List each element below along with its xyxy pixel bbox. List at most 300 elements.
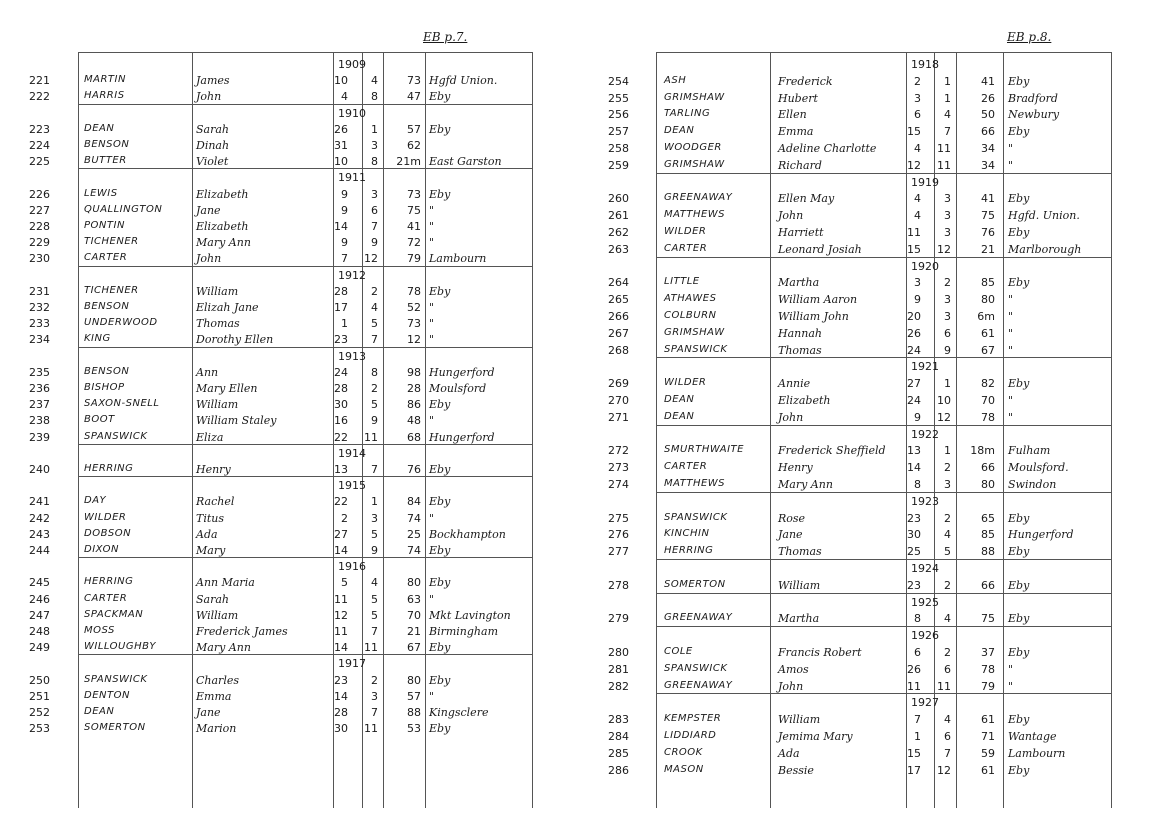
- burial-day: 3: [914, 91, 921, 105]
- age: 41: [407, 220, 421, 233]
- place-of-abode: Eby: [429, 544, 451, 557]
- year-label: 1912: [338, 268, 366, 282]
- burial-month: 7: [371, 220, 378, 233]
- place-of-abode: Hgfd Union.: [429, 74, 498, 88]
- entry-number: 279: [608, 612, 629, 626]
- burial-month: 3: [371, 139, 378, 152]
- burial-month: 12: [937, 410, 951, 424]
- age: 73: [407, 187, 421, 201]
- burial-day: 11: [334, 625, 348, 638]
- forename: Frederick Sheffield: [778, 444, 886, 458]
- age: 26: [981, 91, 995, 105]
- age: 66: [981, 125, 995, 139]
- year-label: 1917: [338, 657, 366, 671]
- place-of-abode: ": [1008, 326, 1014, 340]
- burial-month: 5: [371, 608, 378, 622]
- burial-day: 27: [907, 377, 921, 391]
- year-label: 1925: [911, 595, 939, 609]
- table-row: [584, 342, 1169, 358]
- forename: Emma: [196, 689, 232, 703]
- age: 41: [981, 74, 995, 88]
- place-of-abode: Swindon: [1008, 478, 1057, 491]
- surname: WILLOUGHBY: [84, 641, 156, 653]
- forename: Ellen May: [778, 192, 835, 206]
- surname: BUTTER: [84, 155, 127, 167]
- table-row: [584, 308, 1169, 324]
- age: 84: [407, 495, 421, 509]
- year-heading: [0, 267, 584, 283]
- surname: DEAN: [84, 706, 115, 717]
- place-of-abode: Marlborough: [1008, 242, 1082, 256]
- place-of-abode: Eby: [429, 641, 451, 655]
- table-top-rule: [656, 52, 1111, 53]
- table-row: [584, 409, 1169, 425]
- surname: CROOK: [664, 746, 703, 758]
- forename: Elizabeth: [196, 187, 249, 201]
- age: 28: [407, 382, 421, 395]
- age: 76: [407, 463, 421, 476]
- burial-day: 17: [907, 763, 921, 777]
- surname: MARTIN: [84, 74, 126, 86]
- age: 70: [407, 608, 421, 622]
- burial-month: 12: [937, 242, 951, 256]
- place-of-abode: Eby: [429, 398, 451, 412]
- burial-month: 12: [937, 763, 951, 777]
- burial-day: 17: [334, 301, 348, 314]
- burial-month: 11: [364, 722, 378, 736]
- burial-month: 11: [937, 142, 951, 155]
- table-row: [584, 207, 1169, 223]
- entry-number: 239: [29, 430, 50, 444]
- entry-number: 263: [608, 242, 629, 256]
- entry-number: 246: [29, 592, 50, 606]
- year-heading: [0, 105, 584, 121]
- surname: COLBURN: [664, 310, 717, 321]
- entry-number: 252: [29, 706, 50, 719]
- table-row: [584, 510, 1169, 526]
- burial-day: 16: [334, 414, 348, 428]
- surname: ATHAWES: [664, 293, 717, 305]
- place-of-abode: ": [1008, 293, 1014, 307]
- burial-month: 4: [371, 301, 378, 314]
- burial-month: 12: [364, 252, 378, 266]
- forename: James: [196, 74, 230, 88]
- table-row: [0, 542, 584, 558]
- surname: GRIMSHAW: [664, 158, 725, 170]
- forename: Hannah: [778, 326, 822, 340]
- surname: SOMERTON: [84, 722, 146, 734]
- table-row: [584, 678, 1169, 694]
- age: 74: [407, 511, 421, 525]
- forename: Frederick: [778, 74, 833, 88]
- forename: John: [196, 252, 222, 266]
- table-row: [584, 325, 1169, 341]
- entry-number: 247: [29, 608, 50, 622]
- surname: SPANSWICK: [664, 662, 728, 674]
- table-row: [0, 526, 584, 542]
- entry-number: 249: [29, 641, 50, 655]
- table-row: [0, 234, 584, 250]
- forename: John: [778, 679, 804, 693]
- forename: Jemima Mary: [778, 730, 853, 743]
- surname: COLE: [664, 646, 693, 657]
- burial-day: 23: [907, 511, 921, 525]
- burial-day: 28: [334, 382, 348, 395]
- surname: HERRING: [84, 576, 134, 588]
- burial-day: 9: [341, 236, 348, 250]
- surname: LIDDIARD: [664, 730, 717, 741]
- surname: HARRIS: [84, 90, 125, 102]
- forename: Henry: [196, 463, 231, 476]
- place-of-abode: Eby: [1008, 545, 1030, 559]
- burial-day: 9: [914, 293, 921, 307]
- burial-day: 30: [334, 722, 348, 736]
- age: 75: [407, 203, 421, 217]
- entry-number: 231: [29, 284, 50, 298]
- forename: Ellen: [778, 108, 807, 122]
- burial-month: 2: [371, 382, 378, 395]
- burial-day: 9: [341, 187, 348, 201]
- age: 75: [981, 209, 995, 223]
- burial-month: 4: [371, 74, 378, 88]
- burial-day: 22: [334, 495, 348, 509]
- table-row: [584, 224, 1169, 240]
- surname: QUALLINGTON: [84, 203, 163, 215]
- table-top-rule: [78, 52, 532, 53]
- forename: Richard: [778, 158, 822, 172]
- surname: SPACKMAN: [84, 608, 144, 620]
- table-row: [0, 218, 584, 234]
- place-of-abode: ": [1008, 310, 1014, 323]
- table-row: [584, 543, 1169, 559]
- age: 71: [981, 730, 995, 743]
- entry-number: 271: [608, 410, 629, 424]
- table-row: [584, 140, 1169, 156]
- burial-month: 2: [944, 646, 951, 659]
- entry-number: 235: [29, 365, 50, 379]
- age: 53: [407, 722, 421, 736]
- burial-day: 6: [914, 646, 921, 659]
- year-heading: [0, 477, 584, 493]
- place-of-abode: Eby: [429, 463, 451, 476]
- age: 85: [981, 276, 995, 290]
- year-label: 1926: [911, 629, 939, 643]
- place-of-abode: ": [429, 301, 435, 314]
- table-row: [0, 591, 584, 607]
- place-of-abode: Eby: [429, 187, 451, 201]
- table-row: [584, 190, 1169, 206]
- burial-month: 7: [944, 125, 951, 139]
- age: 80: [981, 293, 995, 307]
- burial-day: 4: [914, 192, 921, 206]
- burial-month: 7: [371, 333, 378, 347]
- table-row: [584, 711, 1169, 727]
- surname: TICHENER: [84, 236, 139, 248]
- burial-month: 8: [371, 90, 378, 104]
- surname: CARTER: [664, 461, 708, 473]
- place-of-abode: Eby: [1008, 377, 1030, 391]
- forename: Dinah: [196, 139, 230, 152]
- forename: Martha: [778, 276, 820, 290]
- table-row: [0, 299, 584, 315]
- table-row: [0, 704, 584, 720]
- age: 48: [407, 414, 421, 428]
- entry-number: 230: [29, 252, 50, 266]
- burial-month: 3: [371, 511, 378, 525]
- table-row: [584, 577, 1169, 593]
- place-of-abode: Hgfd. Union.: [1008, 209, 1080, 223]
- burial-day: 15: [907, 125, 921, 139]
- burial-month: 11: [937, 679, 951, 693]
- forename: William: [778, 578, 821, 592]
- burial-day: 11: [907, 679, 921, 693]
- age: 57: [407, 122, 421, 136]
- burial-day: 23: [334, 673, 348, 687]
- surname: PONTIN: [84, 220, 125, 231]
- surname: LITTLE: [664, 276, 700, 288]
- burial-day: 13: [907, 444, 921, 458]
- burial-day: 11: [907, 226, 921, 239]
- age: 47: [407, 90, 421, 104]
- burial-day: 1: [914, 730, 921, 743]
- burial-day: 14: [334, 689, 348, 703]
- surname: SPANSWICK: [664, 343, 728, 355]
- burial-month: 11: [937, 158, 951, 172]
- forename: William Staley: [196, 414, 277, 428]
- year-label: 1910: [338, 106, 366, 120]
- burial-month: 5: [944, 545, 951, 559]
- table-row: [584, 644, 1169, 660]
- entry-number: 224: [29, 139, 50, 152]
- age: 98: [407, 365, 421, 379]
- burial-month: 3: [371, 689, 378, 703]
- age: 65: [981, 511, 995, 525]
- burial-month: 2: [944, 511, 951, 525]
- forename: Marion: [196, 722, 237, 736]
- surname: CARTER: [84, 592, 128, 604]
- entry-number: 267: [608, 326, 629, 340]
- forename: Rose: [778, 511, 806, 525]
- place-of-abode: Moulsford: [429, 382, 487, 395]
- year-label: 1923: [911, 494, 939, 508]
- burial-month: 3: [944, 192, 951, 206]
- entry-number: 225: [29, 155, 50, 169]
- year-label: 1920: [911, 259, 939, 273]
- forename: Leonard Josiah: [778, 242, 862, 256]
- age: 80: [407, 673, 421, 687]
- place-of-abode: Eby: [429, 284, 451, 298]
- age: 86: [407, 398, 421, 412]
- table-row: [0, 429, 584, 445]
- age: 52: [407, 301, 421, 314]
- burial-day: 30: [334, 398, 348, 412]
- year-label: 1913: [338, 349, 366, 363]
- burial-month: 3: [371, 187, 378, 201]
- forename: Sarah: [196, 122, 229, 136]
- entry-number: 272: [608, 444, 629, 458]
- burial-day: 28: [334, 284, 348, 298]
- age: 62: [407, 139, 421, 152]
- table-row: [0, 493, 584, 509]
- year-label: 1924: [911, 562, 939, 575]
- burial-day: 28: [334, 706, 348, 719]
- burial-month: 7: [371, 463, 378, 476]
- entry-number: 286: [608, 763, 629, 777]
- entry-number: 226: [29, 187, 50, 201]
- forename: William: [196, 608, 239, 622]
- burial-month: 6: [944, 326, 951, 340]
- forename: William: [196, 284, 239, 298]
- burial-month: 7: [371, 625, 378, 638]
- year-heading: [0, 169, 584, 185]
- burial-day: 7: [341, 252, 348, 266]
- place-of-abode: ": [429, 511, 435, 525]
- place-of-abode: Wantage: [1008, 730, 1057, 743]
- entry-number: 273: [608, 461, 629, 475]
- surname: MOSS: [84, 625, 115, 636]
- burial-month: 4: [944, 528, 951, 542]
- surname: SPANSWICK: [84, 430, 148, 442]
- year-label: 1914: [338, 446, 366, 460]
- age: 80: [981, 478, 995, 491]
- year-heading: [0, 348, 584, 364]
- burial-day: 2: [341, 511, 348, 525]
- surname: GRIMSHAW: [664, 326, 725, 338]
- place-of-abode: ": [429, 317, 435, 331]
- entry-number: 255: [608, 91, 629, 105]
- place-of-abode: ": [1008, 662, 1014, 676]
- burial-month: 5: [371, 317, 378, 331]
- entry-number: 232: [29, 301, 50, 314]
- table-row: [584, 728, 1169, 744]
- burial-day: 5: [341, 576, 348, 590]
- burial-month: 11: [364, 430, 378, 444]
- forename: Elizabeth: [196, 220, 249, 233]
- burial-day: 24: [334, 365, 348, 379]
- table-row: [584, 476, 1169, 492]
- place-of-abode: Eby: [429, 495, 451, 509]
- place-of-abode: East Garston: [429, 155, 502, 169]
- burial-month: 5: [371, 398, 378, 412]
- burial-day: 1: [341, 317, 348, 331]
- burial-day: 12: [334, 608, 348, 622]
- age: 80: [407, 576, 421, 590]
- place-of-abode: Bradford: [1008, 91, 1058, 105]
- surname: DENTON: [84, 689, 130, 701]
- entry-number: 248: [29, 625, 50, 638]
- place-of-abode: Mkt Lavington: [429, 608, 511, 622]
- place-of-abode: Lambourn: [1008, 746, 1066, 760]
- forename: Rachel: [196, 495, 235, 509]
- surname: HERRING: [84, 463, 134, 474]
- year-heading: [584, 493, 1169, 509]
- place-of-abode: Moulsford.: [1008, 461, 1069, 475]
- entry-number: 242: [29, 511, 50, 525]
- table-row: [584, 241, 1169, 257]
- age: 74: [407, 544, 421, 557]
- surname: BISHOP: [84, 382, 125, 393]
- burial-day: 15: [907, 746, 921, 760]
- year-heading: [584, 627, 1169, 643]
- age: 61: [981, 763, 995, 777]
- burial-day: 22: [334, 430, 348, 444]
- table-row: [584, 73, 1169, 89]
- age: 68: [407, 430, 421, 444]
- forename: William: [196, 398, 239, 412]
- table-row: [0, 607, 584, 623]
- burial-month: 1: [944, 74, 951, 88]
- table-row: [0, 688, 584, 704]
- burial-month: 1: [371, 495, 378, 509]
- burial-day: 7: [914, 713, 921, 727]
- entry-number: 280: [608, 646, 629, 659]
- place-of-abode: ": [429, 236, 435, 250]
- year-label: 1915: [338, 479, 366, 493]
- surname: BENSON: [84, 301, 130, 312]
- place-of-abode: ": [1008, 410, 1014, 424]
- year-heading: [584, 694, 1169, 710]
- age: 78: [981, 662, 995, 676]
- place-of-abode: Newbury: [1008, 108, 1060, 122]
- forename: Henry: [778, 461, 813, 475]
- age: 34: [981, 142, 995, 155]
- table-row: [584, 442, 1169, 458]
- surname: DAY: [84, 495, 107, 507]
- burial-month: 6: [944, 662, 951, 676]
- table-row: [584, 762, 1169, 778]
- age: 21: [981, 242, 995, 256]
- place-of-abode: ": [429, 592, 435, 606]
- burial-month: 3: [944, 293, 951, 307]
- entry-number: 241: [29, 495, 50, 509]
- forename: Charles: [196, 673, 239, 687]
- place-of-abode: Eby: [1008, 125, 1030, 139]
- entry-number: 268: [608, 343, 629, 357]
- burial-day: 8: [914, 478, 921, 491]
- burial-day: 14: [907, 461, 921, 475]
- forename: Thomas: [778, 545, 822, 559]
- entry-number: 245: [29, 576, 50, 590]
- table-row: [0, 250, 584, 266]
- table-row: [584, 392, 1169, 408]
- burial-day: 23: [334, 333, 348, 347]
- burial-day: 27: [334, 527, 348, 541]
- table-row: [584, 106, 1169, 122]
- burial-month: 9: [371, 236, 378, 250]
- table-row: [584, 123, 1169, 139]
- age: 88: [407, 706, 421, 719]
- table-row: [0, 412, 584, 428]
- year-heading: [0, 655, 584, 671]
- surname: CARTER: [664, 242, 708, 254]
- place-of-abode: Eby: [429, 673, 451, 687]
- burial-month: 1: [944, 444, 951, 458]
- entry-number: 233: [29, 317, 50, 331]
- entry-number: 276: [608, 528, 629, 542]
- burial-month: 4: [944, 713, 951, 727]
- burial-day: 25: [907, 545, 921, 559]
- burial-day: 13: [334, 463, 348, 476]
- burial-month: 9: [944, 343, 951, 357]
- burial-month: 7: [371, 706, 378, 719]
- place-of-abode: Eby: [429, 90, 451, 104]
- burial-day: 14: [334, 544, 348, 557]
- entry-number: 281: [608, 662, 629, 676]
- year-label: 1911: [338, 171, 366, 185]
- surname: SOMERTON: [664, 578, 726, 590]
- year-heading: [584, 56, 1169, 72]
- entry-number: 282: [608, 679, 629, 693]
